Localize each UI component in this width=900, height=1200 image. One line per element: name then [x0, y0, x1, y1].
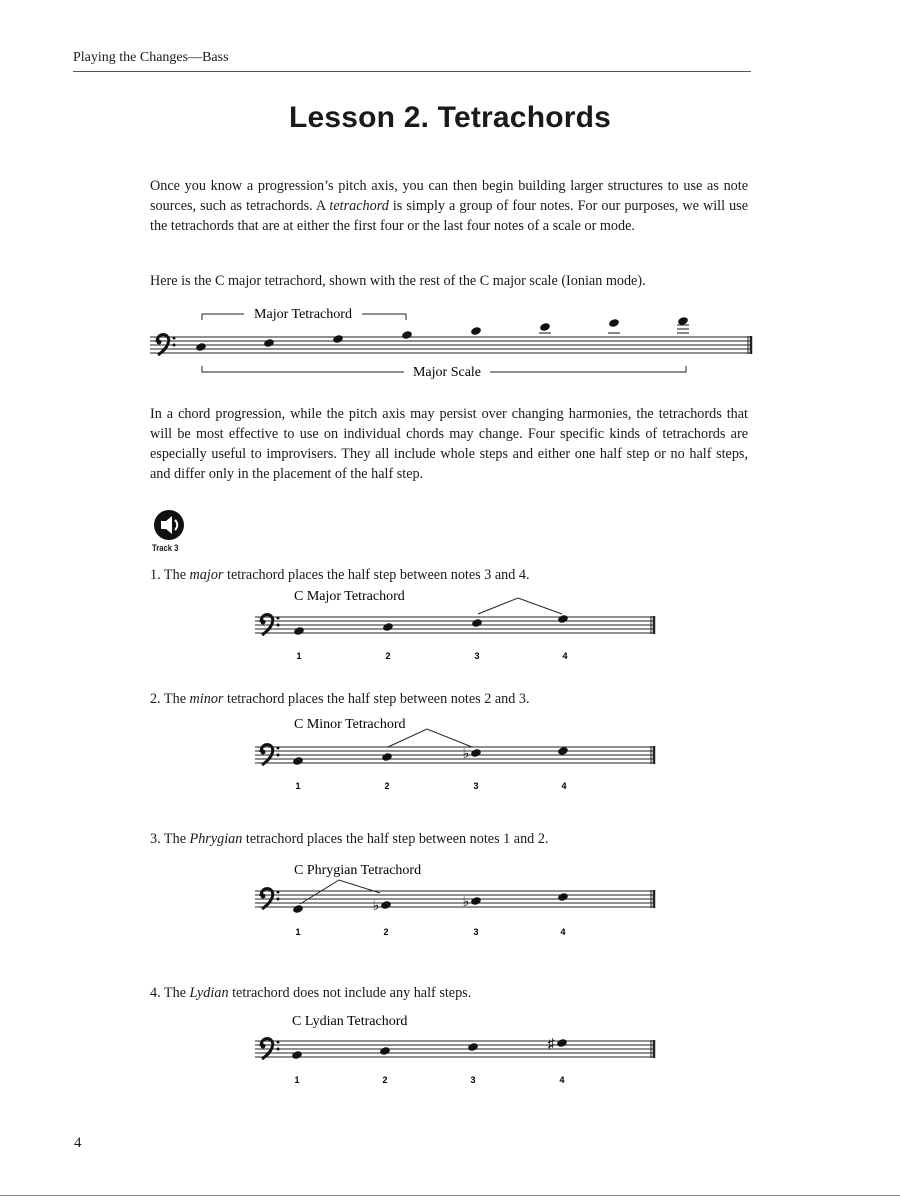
explanation-paragraph: In a chord progression, while the pitch axis may persist over changing harmonies, the tetrachords that will be most effective to use on individual chords may change. Four specific kinds of tetrachords are especially useful to improvisers. They all include whole steps and either one half step or no half steps, and differ only in the placement of the half step.	[150, 406, 748, 482]
tetrachord-note	[382, 622, 394, 632]
item-number: 3. The	[150, 831, 190, 847]
half-step-marker	[300, 880, 380, 904]
tetrachord-staff-4	[255, 1014, 655, 1085]
tetrachord-note	[291, 1050, 303, 1060]
tetrachord-note	[470, 748, 482, 758]
tetrachord-note	[556, 1038, 568, 1048]
tetrachord-note	[381, 752, 393, 762]
scale-intro-paragraph: Here is the C major tetrachord, shown with the rest of the C major scale (Ionian mode).	[150, 273, 646, 289]
sharp-icon: ♯	[547, 1037, 555, 1052]
note-number: 1	[294, 1075, 300, 1085]
note-number: 4	[561, 781, 567, 791]
note-number: 1	[295, 781, 301, 791]
tetrachord-staff-2	[255, 717, 655, 791]
item-kind: major	[189, 567, 224, 583]
page-edge	[0, 1195, 900, 1196]
half-step-marker	[478, 598, 562, 614]
note-number: 2	[385, 651, 391, 661]
item-description: tetrachord places the half step between notes 3 and 4.	[223, 567, 530, 583]
tetrachord-note	[557, 892, 569, 902]
note-number: 2	[382, 1075, 388, 1085]
intro-text-b: is simply a group of four notes. For our purposes, we will use the tetrachords that are at either the first four or the last four notes of a scale or mode.	[150, 198, 748, 234]
item-kind: Phrygian	[189, 831, 243, 847]
tetrachord-label: C Minor Tetrachord	[294, 717, 406, 732]
item-kind: minor	[189, 691, 224, 707]
tetrachord-note	[467, 1042, 479, 1052]
tetrachord-bracket-label: Major Tetrachord	[254, 307, 352, 322]
item-number: 4. The	[150, 985, 190, 1001]
tetrachord-note	[292, 756, 304, 766]
tetrachord-staff-3	[255, 863, 655, 937]
item-number: 1. The	[150, 567, 190, 583]
item-description: tetrachord does not include any half steps.	[228, 985, 472, 1001]
item-description: tetrachord places the half step between notes 2 and 3.	[223, 691, 530, 707]
intro-text-a: Once you know a progression’s pitch axis, you can then begin building larger structures to use as note sources, such as tetrachords. A	[150, 178, 748, 214]
item-description: tetrachord places the half step between notes 1 and 2.	[242, 831, 549, 847]
tetrachord-staff-1	[255, 589, 655, 661]
tetrachord-note	[380, 900, 392, 910]
intro-term: tetrachord	[329, 198, 389, 214]
page-title: Lesson 2. Tetrachords	[288, 101, 612, 134]
note-number: 3	[473, 781, 479, 791]
tetrachord-note	[470, 896, 482, 906]
tetrachord-note	[471, 618, 483, 628]
note-number: 4	[562, 651, 568, 661]
tetrachord-note	[379, 1046, 391, 1056]
note-number: 2	[384, 781, 390, 791]
scale-bracket-label: Major Scale	[412, 365, 482, 380]
note-number: 4	[559, 1075, 565, 1085]
tetrachord-note	[557, 746, 569, 756]
note-number: 3	[473, 927, 479, 937]
tetrachord-note	[557, 614, 569, 624]
note-number: 1	[296, 651, 302, 661]
flat-icon: ♭	[462, 747, 470, 762]
page-number: 4	[74, 1135, 82, 1151]
note-number: 1	[295, 927, 301, 937]
tetrachord-label: C Phrygian Tetrachord	[294, 863, 422, 878]
note-number: 3	[470, 1075, 476, 1085]
note-number: 3	[474, 651, 480, 661]
tetrachord-note	[293, 626, 305, 636]
item-number: 2. The	[150, 691, 190, 707]
flat-icon: ♭	[372, 899, 380, 914]
tetrachord-label: C Lydian Tetrachord	[292, 1014, 408, 1029]
item-kind: Lydian	[189, 985, 229, 1001]
tetrachord-label: C Major Tetrachord	[294, 589, 405, 604]
track-label: Track 3	[152, 543, 179, 553]
running-head: Playing the Changes—Bass	[73, 50, 229, 65]
note-number: 2	[383, 927, 389, 937]
flat-icon: ♭	[462, 895, 470, 910]
tetrachord-note	[292, 904, 304, 914]
note-number: 4	[560, 927, 566, 937]
